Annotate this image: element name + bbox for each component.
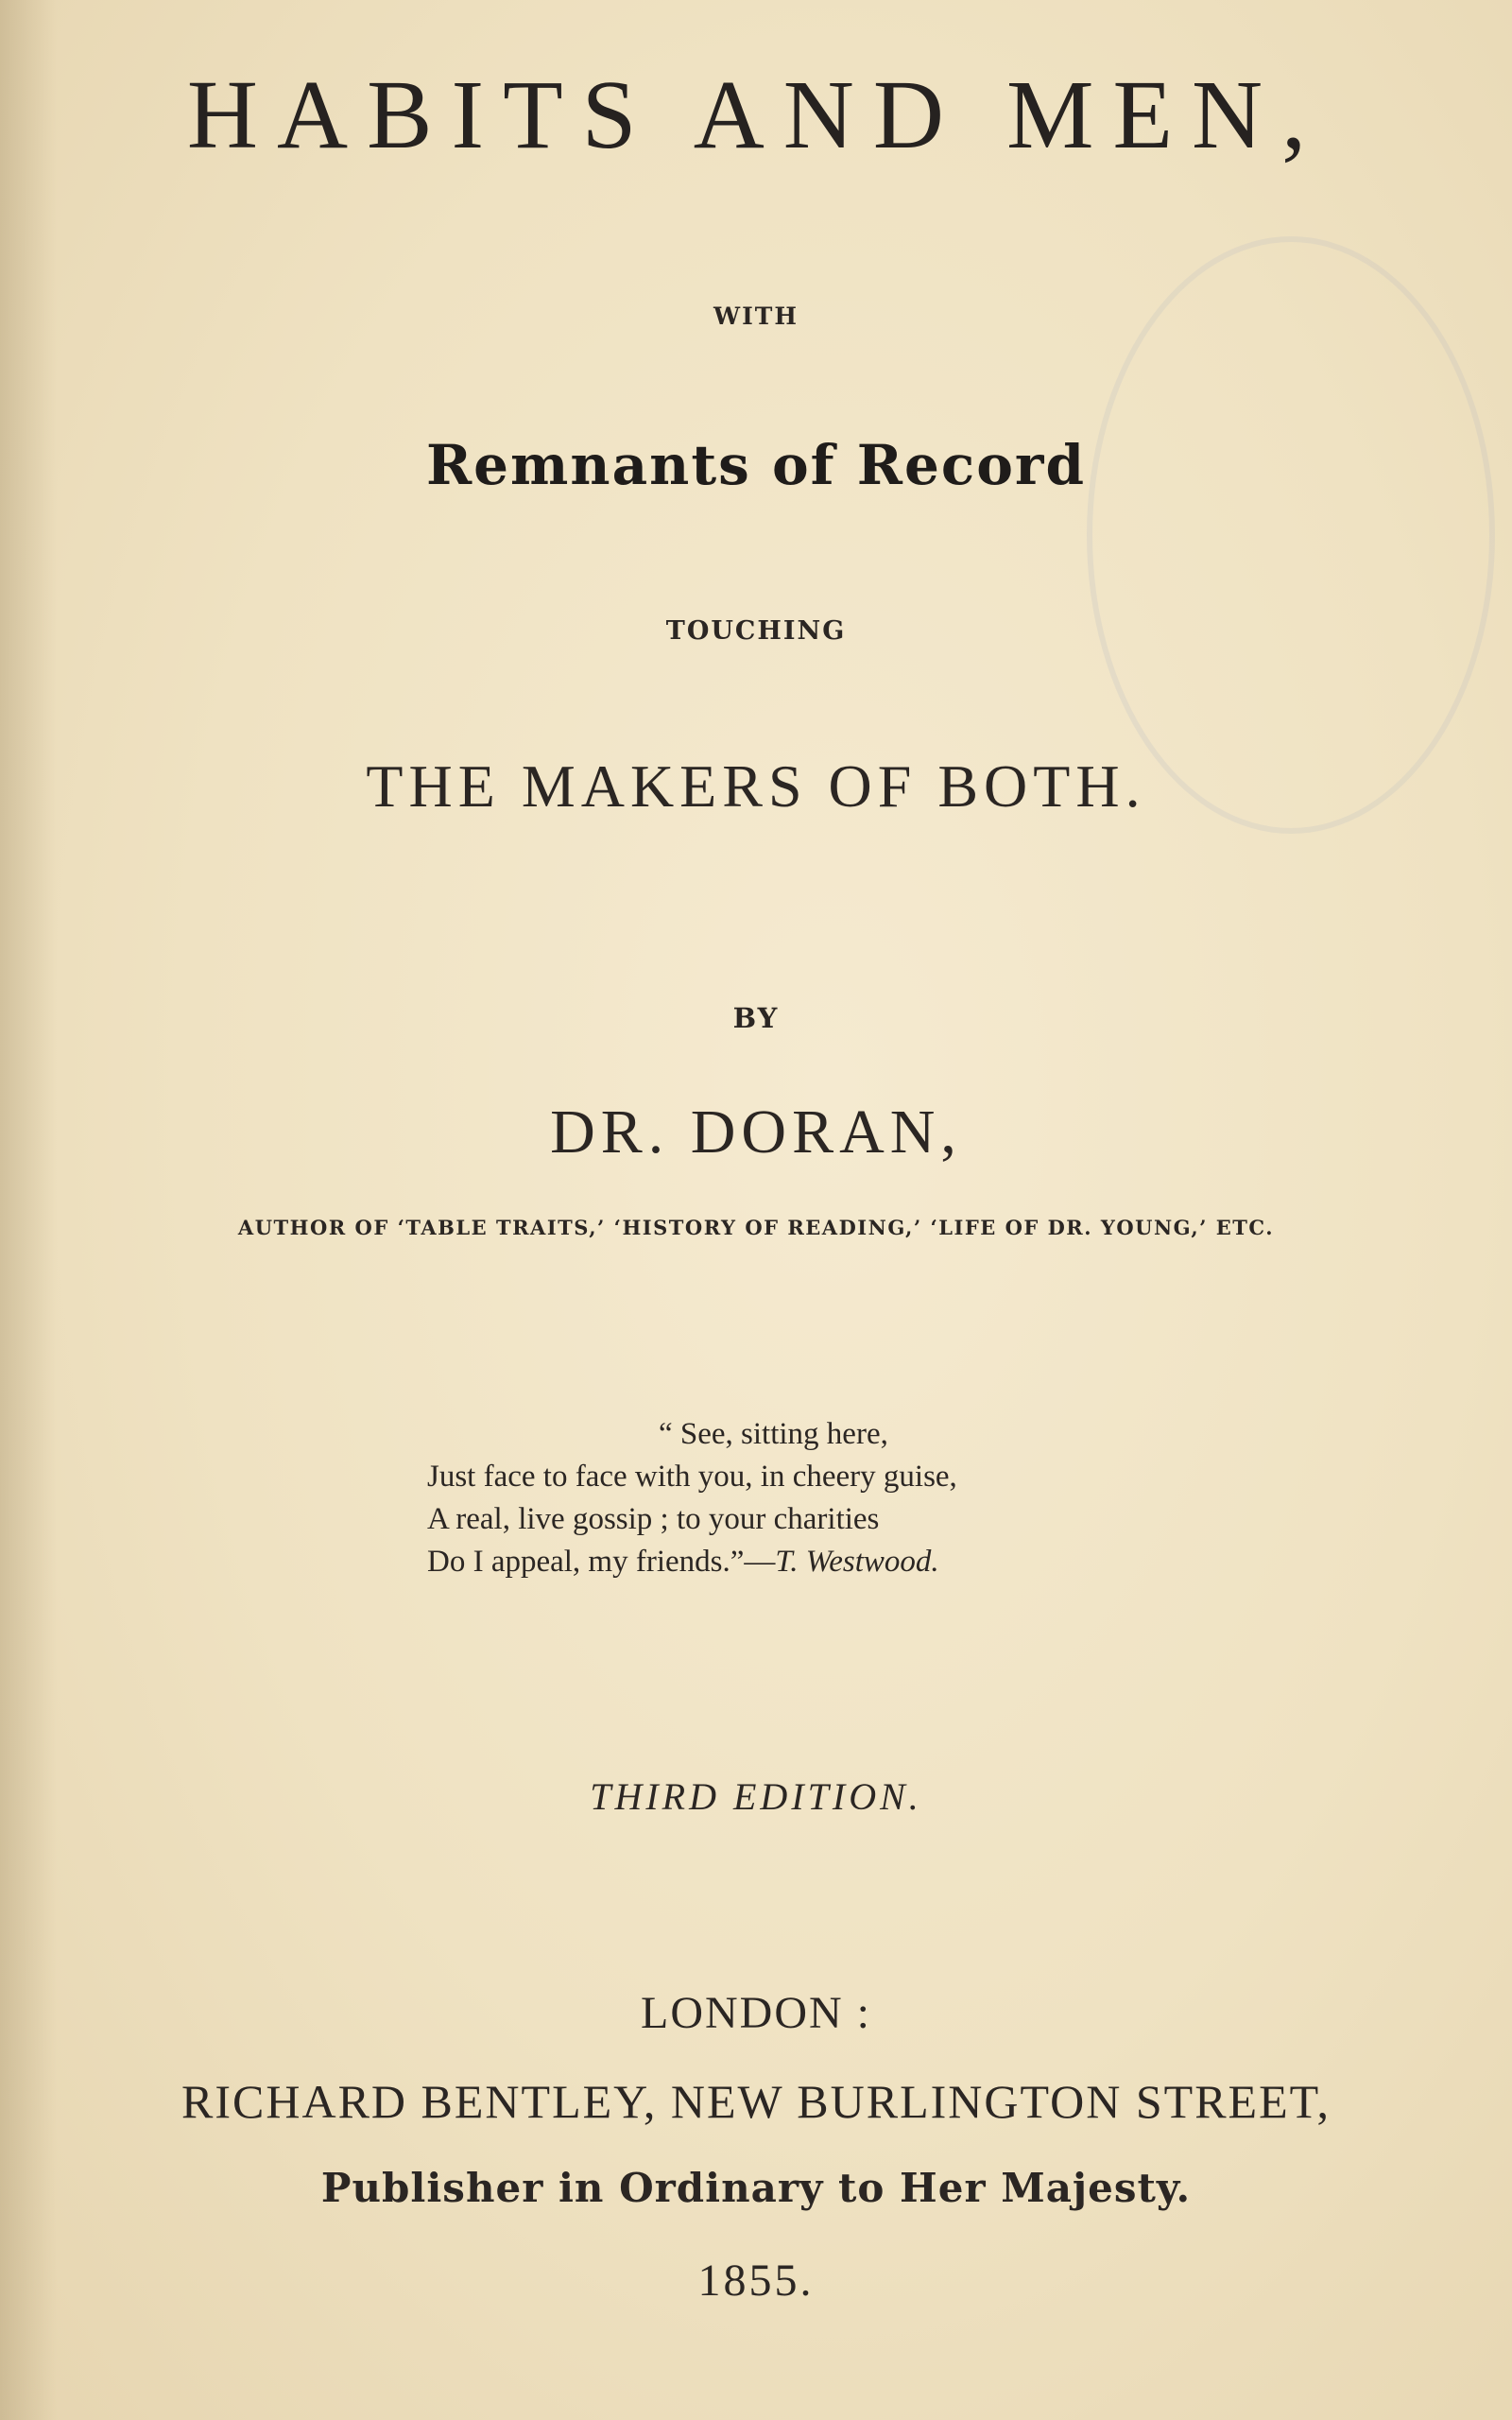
- edition-statement: THIRD EDITION.: [590, 1775, 922, 1818]
- epigraph: [427, 1413, 1183, 1583]
- author-name: DR. DORAN,: [550, 1098, 962, 1167]
- imprint-year: 1855.: [697, 2256, 815, 2306]
- page-spine-shadow: [0, 0, 57, 2420]
- epigraph-attribution: T. Westwood.: [775, 1545, 939, 1579]
- imprint-publisher: RICHARD BENTLEY, NEW BURLINGTON STREET,: [181, 2075, 1331, 2128]
- epigraph-line-4: [427, 1541, 1183, 1583]
- epigraph-line-3: A real, live gossip ; to your charities: [427, 1502, 880, 1536]
- author-works: AUTHOR OF ‘TABLE TRAITS,’ ‘HISTORY OF READING,’ ‘LIFE OF DR. YOUNG,’ ETC.: [237, 1216, 1275, 1239]
- imprint-city: LONDON :: [641, 1988, 871, 2038]
- imprint-appointment: Publisher in Ordinary to Her Majesty.: [320, 2165, 1192, 2211]
- with-line: WITH: [713, 302, 799, 330]
- book-title: HABITS AND MEN,: [186, 60, 1326, 169]
- by-line: BY: [732, 1002, 780, 1034]
- epigraph-line-1: “ See, sitting here,: [659, 1417, 888, 1451]
- epigraph-line-4-text: Do I appeal, my friends.”—: [427, 1545, 776, 1579]
- touching-line: TOUCHING: [665, 616, 847, 646]
- book-subtitle: THE MAKERS OF BOTH.: [366, 752, 1146, 820]
- epigraph-line-2: Just face to face with you, in cheery guise,: [427, 1460, 957, 1494]
- blackletter-subtitle: Remnants of Record: [425, 433, 1087, 497]
